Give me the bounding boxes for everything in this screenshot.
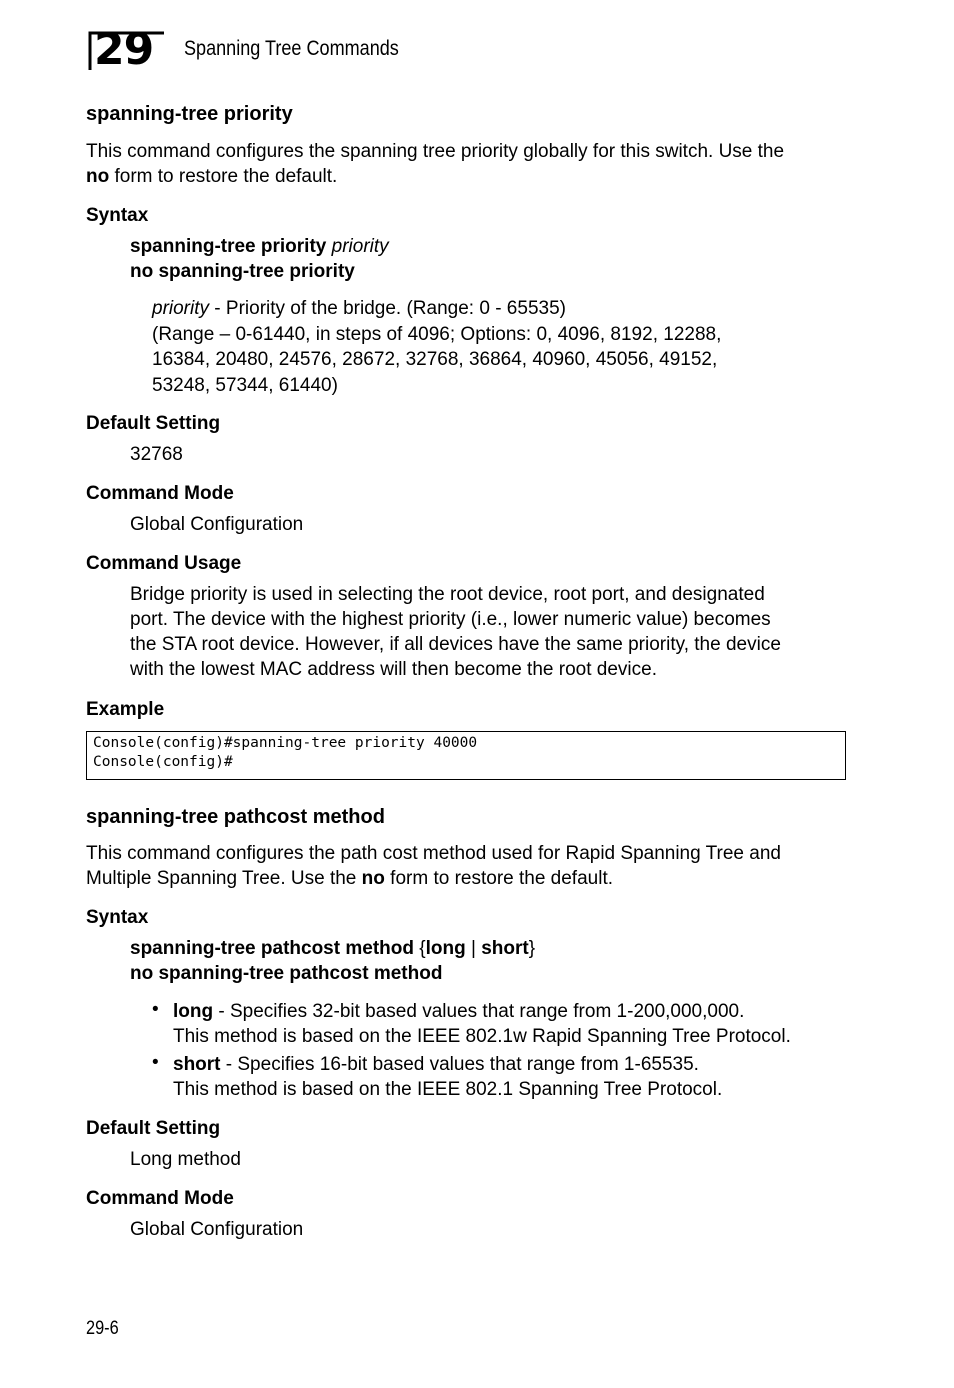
mode-value: Global Configuration <box>130 514 304 535</box>
parameter-line: 53248, 57344, 61440) <box>152 375 338 396</box>
bullet-text: - Specifies 32-bit based values that range from 1-200,000,000. <box>213 1001 745 1022</box>
syntax-line <box>130 259 355 284</box>
chapter-number: 29 <box>94 24 154 75</box>
syntax-brace: } <box>528 938 536 959</box>
parameter-description <box>152 296 566 321</box>
section-heading: Command Mode <box>86 1188 234 1209</box>
mode-value: Global Configuration <box>130 1219 304 1240</box>
bullet-term: long <box>173 1001 214 1022</box>
syntax-command: spanning-tree priority <box>130 236 327 257</box>
code-line: Console(config)# <box>93 754 233 770</box>
bullet-glyph: • <box>152 1052 159 1073</box>
description-text: form to restore the default. <box>109 166 338 187</box>
syntax-brace: { <box>413 938 426 959</box>
usage-line: the STA root device. However, if all devices have the same priority, the device <box>130 634 781 655</box>
bullet-line: This method is based on the IEEE 802.1 Spanning Tree Protocol. <box>173 1079 723 1100</box>
description-line <box>86 164 337 189</box>
syntax-no-command: no spanning-tree priority <box>130 261 355 282</box>
bullet-term: short <box>173 1054 221 1075</box>
syntax-no-command: no spanning-tree pathcost method <box>130 963 443 984</box>
bullet-item <box>173 999 744 1024</box>
syntax-line <box>130 961 442 986</box>
section-heading: Syntax <box>86 907 149 928</box>
keyword-no: no <box>361 868 385 889</box>
parameter-text: - Priority of the bridge. (Range: 0 - 65535) <box>209 298 566 319</box>
default-value: Long method <box>130 1149 241 1170</box>
syntax-parameter: priority <box>331 236 389 257</box>
description-line: This command configures the spanning tree priority globally for this switch. Use the <box>86 141 785 162</box>
command-title: spanning-tree priority <box>86 103 293 125</box>
description-text: Multiple Spanning Tree. Use the <box>86 868 362 889</box>
syntax-line <box>130 936 535 961</box>
section-heading: Command Usage <box>86 553 242 574</box>
code-line: Console(config)#spanning-tree priority 40000 <box>93 735 478 751</box>
parameter-line: 16384, 20480, 24576, 28672, 32768, 36864, 40960, 45056, 49152, <box>152 349 718 370</box>
command-title: spanning-tree pathcost method <box>86 806 385 828</box>
section-heading: Syntax <box>86 205 149 226</box>
section-heading: Command Mode <box>86 483 234 504</box>
section-heading: Default Setting <box>86 413 221 434</box>
syntax-pipe: | <box>465 938 482 959</box>
description-line <box>86 866 613 891</box>
usage-line: port. The device with the highest priority (i.e., lower numeric value) becomes <box>130 609 771 630</box>
syntax-option: long <box>425 938 466 959</box>
chapter-title: Spanning Tree Commands <box>184 37 399 60</box>
section-heading: Example <box>86 699 165 720</box>
keyword-no: no <box>86 166 110 187</box>
default-value: 32768 <box>130 444 183 465</box>
page-number: 29-6 <box>86 1318 119 1339</box>
bullet-line: This method is based on the IEEE 802.1w Rapid Spanning Tree Protocol. <box>173 1026 791 1047</box>
description-line: This command configures the path cost method used for Rapid Spanning Tree and <box>86 843 781 864</box>
parameter-name: priority <box>152 298 210 319</box>
syntax-command: spanning-tree pathcost method <box>130 938 414 959</box>
usage-line: Bridge priority is used in selecting the root device, root port, and designated <box>130 584 765 605</box>
bullet-item <box>173 1052 699 1077</box>
syntax-option: short <box>481 938 529 959</box>
usage-line: with the lowest MAC address will then become the root device. <box>130 659 657 680</box>
syntax-line <box>130 234 389 259</box>
bullet-text: - Specifies 16-bit based values that range from 1-65535. <box>220 1054 699 1075</box>
section-heading: Default Setting <box>86 1118 221 1139</box>
bullet-glyph: • <box>152 999 159 1020</box>
description-text: form to restore the default. <box>384 868 614 889</box>
parameter-line: (Range – 0-61440, in steps of 4096; Options: 0, 4096, 8192, 12288, <box>152 324 722 345</box>
